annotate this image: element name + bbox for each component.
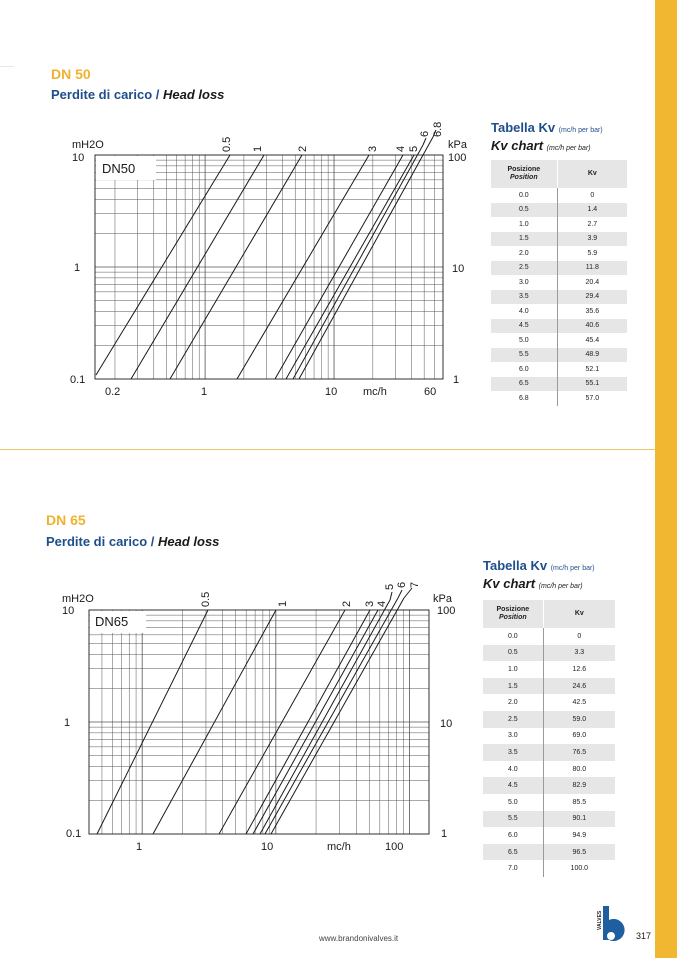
- position-cell: 0.5: [491, 203, 557, 218]
- kv-cell: 1.4: [587, 206, 598, 214]
- curve-5: [260, 600, 390, 834]
- table-row: [483, 744, 615, 761]
- table-row: [483, 794, 615, 811]
- y-left-tick: 0.1: [66, 828, 82, 840]
- position-cell: 4.0: [491, 304, 557, 319]
- kv-table-title-dn50: Tabella Kv (mc/h per bar): [491, 120, 603, 135]
- position-cell: 7.0: [483, 860, 543, 877]
- kv-cell: 40.6: [585, 322, 600, 330]
- table-row: [491, 275, 627, 290]
- logo-text: VALVES: [597, 910, 603, 930]
- section-subtitle-dn65: Perdite di carico / Head loss: [46, 534, 220, 549]
- table-row: [491, 290, 627, 305]
- curve-7: [271, 598, 404, 834]
- curve-6: [293, 145, 423, 379]
- chart-label: DN50: [102, 161, 136, 176]
- position-cell: 6.0: [491, 362, 557, 377]
- position-cell: 5.0: [491, 333, 557, 348]
- col-header-kv: Kv: [557, 160, 627, 188]
- x-tick: 10: [261, 841, 274, 853]
- kv-cell: 42.5: [572, 699, 587, 707]
- kv-cell: 82.9: [572, 782, 587, 790]
- kv-cell: 76.5: [572, 748, 587, 756]
- table-row: [491, 319, 627, 334]
- kv-cell: 55.1: [585, 380, 600, 388]
- curve-label: 5: [384, 583, 396, 590]
- col-header-kv: Kv: [543, 600, 615, 628]
- y-right-unit: kPa: [433, 593, 452, 605]
- table-row: [491, 217, 627, 232]
- chart-label: DN65: [95, 614, 129, 629]
- table-row: [491, 232, 627, 247]
- kv-cell: 3.9: [587, 235, 598, 243]
- table-row: [483, 628, 615, 645]
- position-cell: 5.5: [483, 811, 543, 828]
- y-left-tick: 1: [64, 717, 71, 729]
- position-cell: 0.0: [491, 188, 557, 203]
- table-row: [483, 827, 615, 844]
- table-row: [491, 246, 627, 261]
- x-unit: mc/h: [363, 386, 387, 398]
- position-cell: 1.0: [491, 217, 557, 232]
- table-row: [483, 860, 615, 877]
- kv-cell: 0: [590, 191, 595, 199]
- kv-cell: 48.9: [585, 351, 600, 359]
- table-row: [491, 188, 627, 203]
- kv-table-dn50: [491, 160, 627, 406]
- col-header-position: Posizione Position: [491, 160, 557, 188]
- table-row: [491, 348, 627, 363]
- kv-cell: 29.4: [585, 293, 600, 301]
- kv-cell: 100.0: [570, 865, 589, 873]
- accent-sidebar: [655, 0, 677, 958]
- kv-cell: 0: [577, 632, 582, 640]
- x-tick: 1: [201, 386, 208, 398]
- position-cell: 4.5: [483, 777, 543, 794]
- page-number: 317: [636, 931, 652, 941]
- curve-leader: [404, 588, 412, 598]
- table-row: [491, 304, 627, 319]
- brand-logo: [594, 906, 628, 946]
- kv-cell: 11.8: [585, 264, 599, 272]
- table-row: [491, 333, 627, 348]
- curve-label: 3: [364, 600, 376, 607]
- position-cell: 3.0: [491, 275, 557, 290]
- y-left-tick: 10: [72, 152, 85, 164]
- position-cell: 1.5: [491, 232, 557, 247]
- position-cell: 1.0: [483, 661, 543, 678]
- curve-label: 6.8: [432, 121, 444, 137]
- curve-label: 0.5: [200, 591, 212, 607]
- section-subtitle-dn50: Perdite di carico / Head loss: [51, 87, 225, 102]
- curve-label: 6: [419, 130, 431, 137]
- kv-table-title-dn65: Tabella Kv (mc/h per bar): [483, 558, 595, 573]
- position-cell: 3.5: [483, 744, 543, 761]
- position-cell: 3.0: [483, 728, 543, 745]
- col-header-position: Posizione Position: [483, 600, 543, 628]
- kv-cell: 94.9: [572, 831, 587, 839]
- footer-url[interactable]: www.brandonivalves.it: [319, 934, 399, 943]
- chart-grid: [95, 155, 443, 379]
- position-cell: 2.0: [491, 246, 557, 261]
- table-row: [491, 391, 627, 406]
- kv-cell: 69.0: [572, 732, 587, 740]
- y-right-tick: 10: [440, 718, 453, 730]
- position-cell: 1.5: [483, 678, 543, 695]
- curve-label: 3: [367, 145, 379, 152]
- table-row: [483, 645, 615, 662]
- kv-cell: 35.6: [585, 307, 600, 315]
- x-tick: 1: [136, 841, 143, 853]
- table-row: [491, 261, 627, 276]
- curve-0.5: [96, 155, 230, 375]
- kv-table-subtitle-dn65: Kv chart (mc/h per bar): [483, 576, 583, 591]
- position-cell: 0.5: [483, 645, 543, 662]
- curve-label: 1: [252, 145, 264, 152]
- position-cell: 5.5: [491, 348, 557, 363]
- curve-label: 2: [297, 145, 309, 152]
- kv-cell: 5.9: [587, 249, 598, 257]
- kv-cell: 2.7: [587, 220, 598, 228]
- curve-leader: [398, 590, 402, 598]
- position-cell: 4.5: [491, 319, 557, 334]
- curve-label: 2: [341, 600, 353, 607]
- kv-cell: 3.3: [574, 649, 585, 657]
- table-row: [491, 362, 627, 377]
- x-tick: 100: [385, 841, 404, 853]
- position-cell: 6.5: [483, 844, 543, 861]
- curve-label: 6: [396, 581, 408, 588]
- curve-label: 7: [409, 581, 421, 588]
- curve-leader: [390, 592, 392, 600]
- x-unit: mc/h: [327, 841, 351, 853]
- y-right-unit: kPa: [448, 139, 467, 151]
- position-cell: 5.0: [483, 794, 543, 811]
- position-cell: 2.0: [483, 694, 543, 711]
- y-right-tick: 100: [437, 605, 456, 617]
- table-row: [483, 728, 615, 745]
- y-left-tick: 10: [62, 605, 75, 617]
- y-right-tick: 1: [441, 828, 448, 840]
- curve-label: 5: [408, 145, 420, 152]
- table-row: [483, 777, 615, 794]
- y-left-unit: mH2O: [72, 139, 104, 151]
- x-tick: 10: [325, 386, 338, 398]
- y-left-tick: 0.1: [70, 374, 86, 386]
- kv-cell: 20.4: [585, 278, 600, 286]
- kv-cell: 80.0: [572, 765, 587, 773]
- kv-cell: 45.4: [585, 336, 600, 344]
- y-right-tick: 10: [452, 263, 465, 275]
- kv-cell: 85.5: [572, 798, 587, 806]
- position-cell: 4.0: [483, 761, 543, 778]
- position-cell: 3.5: [491, 290, 557, 305]
- curve-label: 4: [376, 600, 388, 607]
- kv-cell: 96.5: [572, 848, 587, 856]
- table-row: [483, 694, 615, 711]
- table-row: [491, 377, 627, 392]
- position-cell: 6.8: [491, 391, 557, 406]
- table-row: [491, 203, 627, 218]
- kv-cell: 59.0: [572, 715, 587, 723]
- x-tick: 0.2: [105, 386, 121, 398]
- table-row: [483, 844, 615, 861]
- table-row: [483, 678, 615, 695]
- position-cell: 0.0: [483, 628, 543, 645]
- kv-cell: 90.1: [572, 815, 587, 823]
- kv-cell: 12.6: [572, 665, 587, 673]
- kv-table-subtitle-dn50: Kv chart (mc/h per bar): [491, 138, 591, 153]
- kv-cell: 52.1: [585, 365, 600, 373]
- y-left-tick: 1: [74, 262, 81, 274]
- position-cell: 6.0: [483, 827, 543, 844]
- section-title-dn65: DN 65: [46, 512, 86, 528]
- curve-label: 4: [395, 145, 407, 152]
- section-title-dn50: DN 50: [51, 66, 91, 82]
- table-row: [483, 661, 615, 678]
- kv-table-dn65: [483, 600, 615, 877]
- y-left-unit: mH2O: [62, 593, 94, 605]
- curve-label: 1: [277, 600, 289, 607]
- kv-cell: 24.6: [572, 682, 587, 690]
- y-right-tick: 1: [453, 374, 460, 386]
- position-cell: 6.5: [491, 377, 557, 392]
- curve-label: 0.5: [221, 136, 233, 152]
- position-cell: 2.5: [491, 261, 557, 276]
- table-row: [483, 761, 615, 778]
- curve-6.8: [299, 137, 433, 379]
- kv-cell: 57.0: [585, 394, 600, 402]
- curve-leader: [423, 138, 426, 145]
- table-row: [483, 811, 615, 828]
- x-tick: 60: [424, 386, 437, 398]
- position-cell: 2.5: [483, 711, 543, 728]
- y-right-tick: 100: [448, 152, 467, 164]
- table-row: [483, 711, 615, 728]
